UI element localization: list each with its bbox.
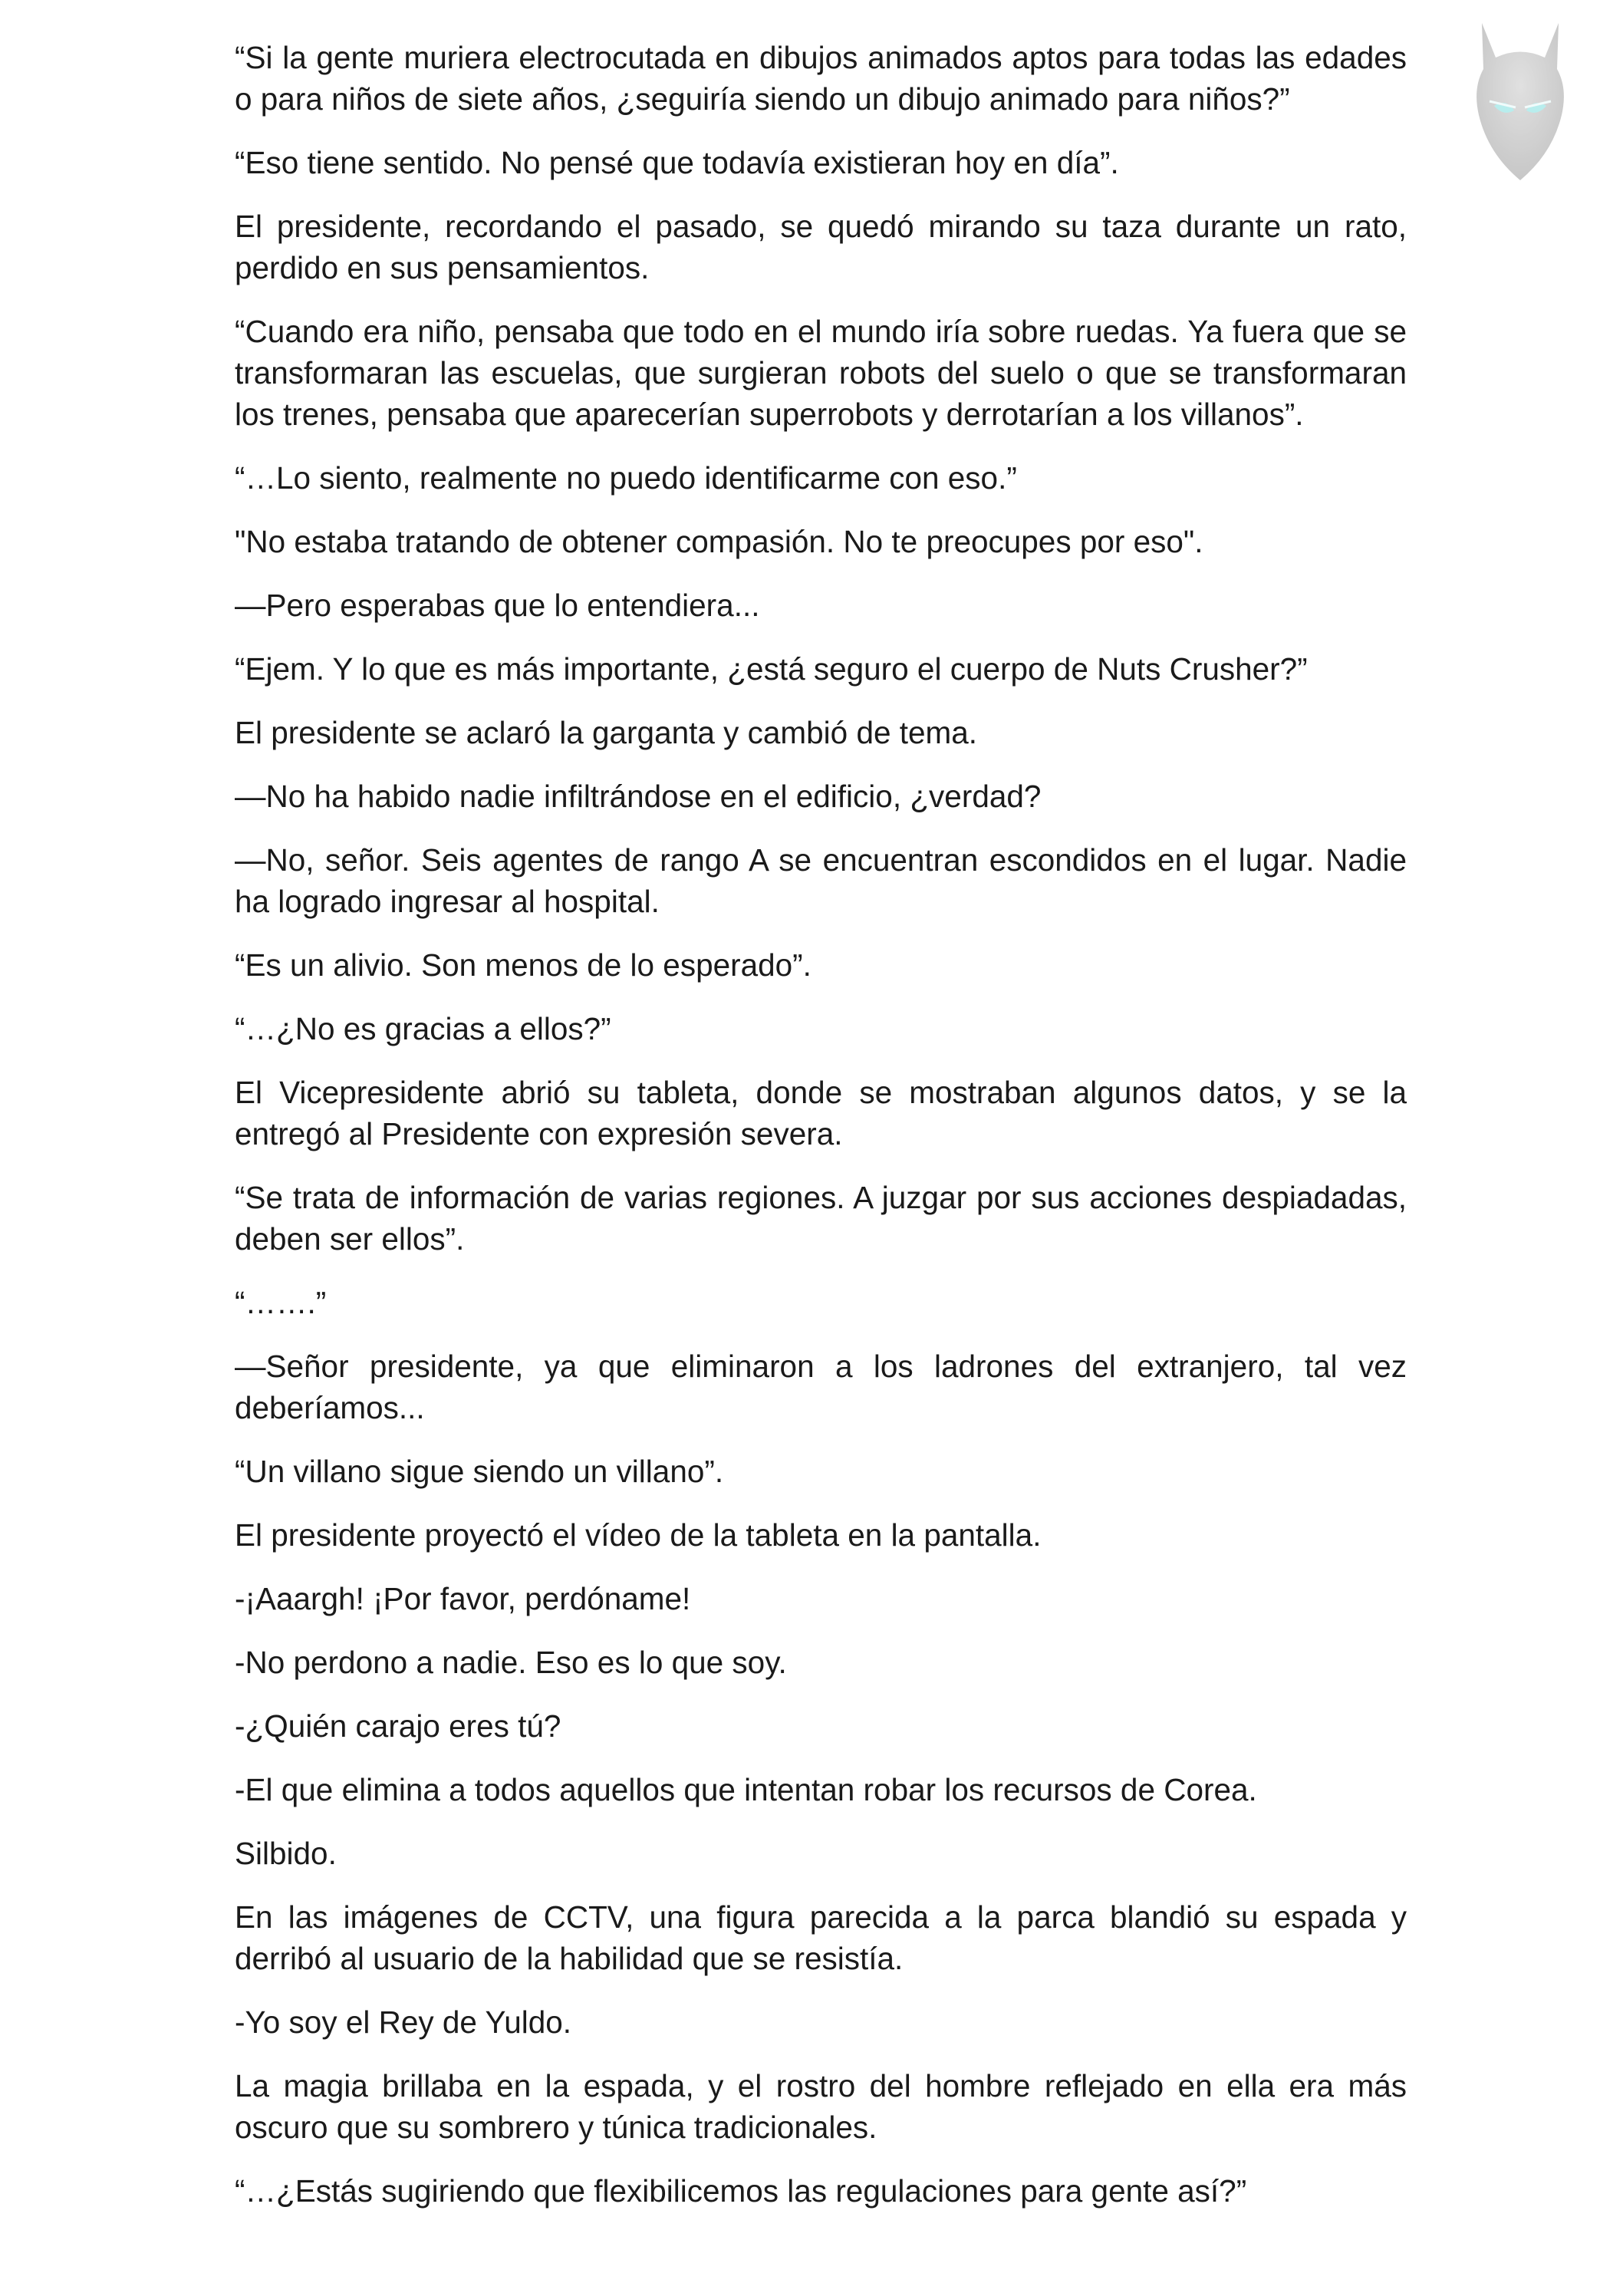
paragraph: “Si la gente muriera electrocutada en dibujos animados aptos para todas las edades o para niños de siete años, ¿seguiría siendo un dibujo animado para niños?” bbox=[235, 40, 1407, 117]
paragraph: El presidente, recordando el pasado, se quedó mirando su taza durante un rato, perdido en sus pensamientos. bbox=[235, 209, 1407, 285]
paragraph: -El que elimina a todos aquellos que intentan robar los recursos de Corea. bbox=[235, 1772, 1257, 1807]
paragraph: En las imágenes de CCTV, una figura parecida a la parca blandió su espada y derribó al usuario de la habilidad que se resistía. bbox=[235, 1899, 1407, 1976]
paragraph: “Es un alivio. Son menos de lo esperado”. bbox=[235, 947, 812, 983]
paragraph: La magia brillaba en la espada, y el rostro del hombre reflejado en ella era más oscuro que su sombrero y túnica tradicionales. bbox=[235, 2068, 1407, 2145]
paragraph: —No ha habido nadie infiltrándose en el edificio, ¿verdad? bbox=[235, 779, 1042, 814]
paragraph: -Yo soy el Rey de Yuldo. bbox=[235, 2004, 572, 2040]
paragraph: -¡Aaargh! ¡Por favor, perdóname! bbox=[235, 1581, 691, 1616]
paragraph: Silbido. bbox=[235, 1836, 337, 1871]
paragraph: “…Lo siento, realmente no puedo identificarme con eso.” bbox=[235, 460, 1017, 496]
paragraph: El Vicepresidente abrió su tableta, donde se mostraban algunos datos, y se la entregó al Presidente con expresión severa. bbox=[235, 1075, 1407, 1151]
paragraph: “…¿No es gracias a ellos?” bbox=[235, 1011, 611, 1046]
paragraph: —Señor presidente, ya que eliminaron a los ladrones del extranjero, tal vez deberíamos... bbox=[235, 1349, 1407, 1425]
paragraph: “Cuando era niño, pensaba que todo en el mundo iría sobre ruedas. Ya fuera que se transformaran las escuelas, que surgieran robots del suelo o que se transformaran los trenes, pensaba que aparecerían superrobots y derrotarían a los villanos”. bbox=[235, 314, 1407, 432]
document-body bbox=[235, 37, 1407, 2234]
paragraph: -¿Quién carajo eres tú? bbox=[235, 1708, 561, 1744]
paragraph: —Pero esperabas que lo entendiera... bbox=[235, 588, 760, 623]
paragraph: “Se trata de información de varias regiones. A juzgar por sus acciones despiadadas, deben ser ellos”. bbox=[235, 1180, 1407, 1257]
paragraph: “…¿Estás sugiriendo que flexibilicemos las regulaciones para gente así?” bbox=[235, 2173, 1247, 2209]
demon-head-icon bbox=[1467, 15, 1574, 192]
paragraph: “Eso tiene sentido. No pensé que todavía existieran hoy en día”. bbox=[235, 145, 1119, 180]
paragraph: “Un villano sigue siendo un villano”. bbox=[235, 1454, 724, 1489]
paragraph: “Ejem. Y lo que es más importante, ¿está seguro el cuerpo de Nuts Crusher?” bbox=[235, 651, 1308, 687]
paragraph: El presidente proyectó el vídeo de la tableta en la pantalla. bbox=[235, 1517, 1042, 1553]
paragraph: -No perdono a nadie. Eso es lo que soy. bbox=[235, 1645, 787, 1680]
paragraph: "No estaba tratando de obtener compasión. No te preocupes por eso". bbox=[235, 524, 1203, 559]
paragraph: El presidente se aclaró la garganta y cambió de tema. bbox=[235, 715, 978, 750]
paragraph: —No, señor. Seis agentes de rango A se encuentran escondidos en el lugar. Nadie ha logrado ingresar al hospital. bbox=[235, 842, 1407, 919]
paragraph: “…….” bbox=[235, 1285, 327, 1320]
